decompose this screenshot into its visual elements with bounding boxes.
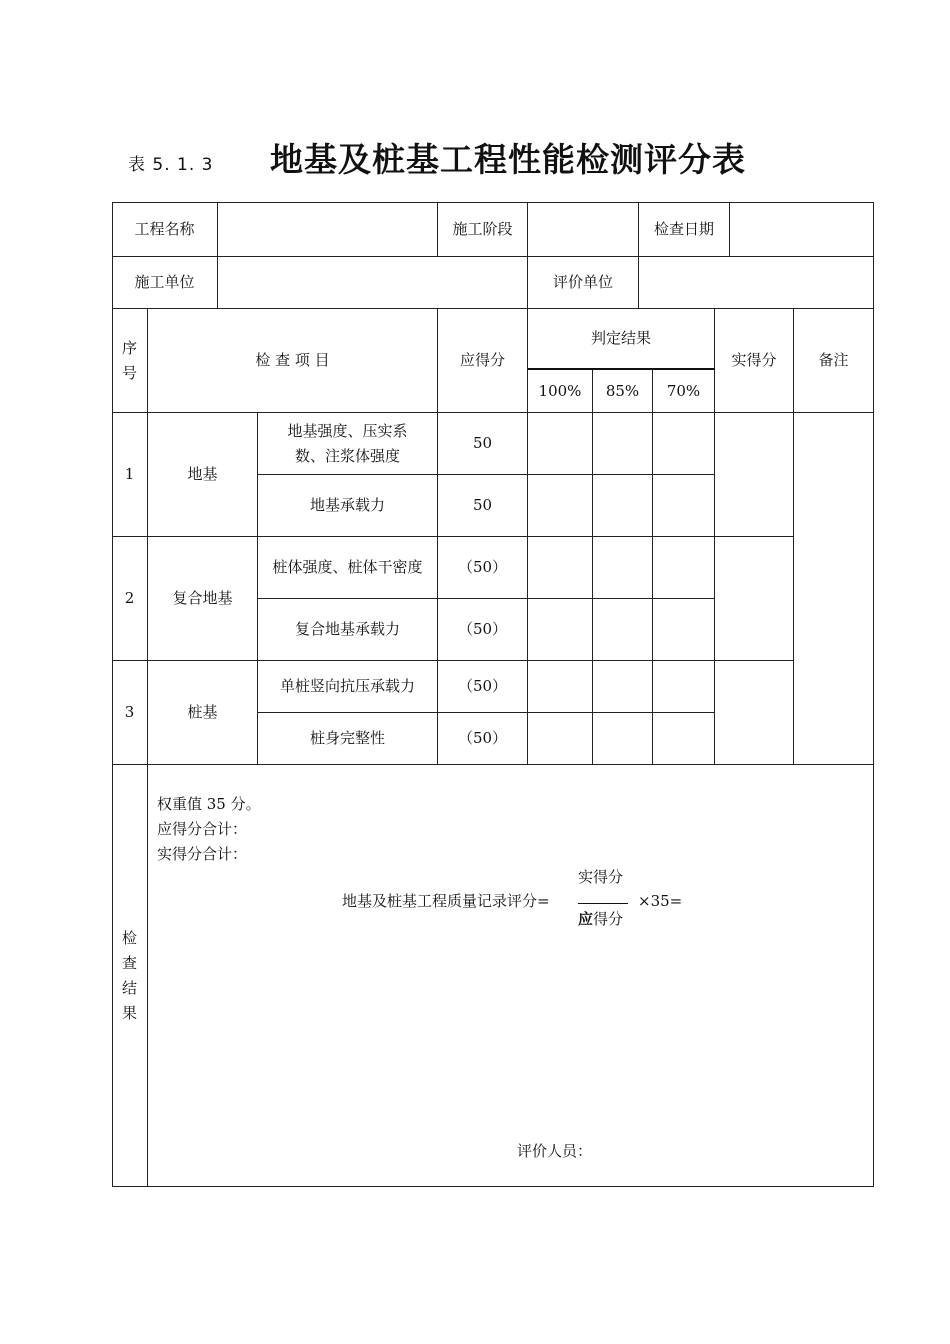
table-number: 表 5. 1. 3 — [128, 155, 214, 175]
col-100-header: 100% — [528, 370, 593, 413]
builder-field[interactable] — [218, 257, 528, 309]
group-name: 复合地基 — [148, 537, 258, 661]
col-judge-header: 判定结果 — [528, 309, 715, 370]
score-100-cell[interactable] — [528, 599, 593, 661]
score-85-cell[interactable] — [593, 713, 653, 765]
group-name: 桩基 — [148, 661, 258, 765]
col-note-header: 备注 — [794, 309, 874, 413]
col-85-header: 85% — [593, 370, 653, 413]
score-100-cell[interactable] — [528, 413, 593, 475]
actual-score-cell[interactable] — [715, 413, 794, 537]
due-score: （50） — [438, 537, 528, 599]
check-item: 地基承载力 — [258, 475, 438, 537]
group-number: 3 — [112, 661, 148, 765]
due-score: 50 — [438, 413, 528, 475]
stage-label: 施工阶段 — [438, 202, 528, 257]
col-due-header: 应得分 — [438, 309, 528, 413]
score-85-cell[interactable] — [593, 413, 653, 475]
check-item: 单桩竖向抗压承载力 — [258, 661, 438, 713]
note-cell[interactable] — [794, 413, 874, 765]
score-100-cell[interactable] — [528, 661, 593, 713]
score-70-cell[interactable] — [653, 537, 715, 599]
due-score: （50） — [438, 713, 528, 765]
actual-score-cell[interactable] — [715, 661, 794, 765]
group-number: 1 — [112, 413, 148, 537]
formula-label: 地基及桩基工程质量记录评分= — [342, 892, 550, 910]
result-summary — [157, 792, 261, 867]
due-score: 50 — [438, 475, 528, 537]
score-85-cell[interactable] — [593, 475, 653, 537]
score-70-cell[interactable] — [653, 413, 715, 475]
denominator-rest: 得分 — [593, 910, 624, 928]
score-85-cell[interactable] — [593, 599, 653, 661]
check-item: 桩体强度、桩体干密度 — [258, 537, 438, 599]
due-total-text: 应得分合计： — [157, 820, 248, 838]
check-item: 复合地基承载力 — [258, 599, 438, 661]
score-85-cell[interactable] — [593, 537, 653, 599]
score-70-cell[interactable] — [653, 713, 715, 765]
evaluator-unit-field[interactable] — [639, 257, 874, 309]
formula-denominator — [578, 908, 623, 929]
col-70-header: 70% — [653, 370, 715, 413]
formula-multiplier: ×35= — [638, 892, 683, 910]
score-100-cell[interactable] — [528, 475, 593, 537]
score-100-cell[interactable] — [528, 713, 593, 765]
denominator-bold: 应 — [578, 910, 594, 928]
check-item: 桩身完整性 — [258, 713, 438, 765]
actual-total-text: 实得分合计： — [157, 845, 248, 863]
weight-text: 权重值 35 分。 — [157, 795, 261, 813]
formula-numerator: 实得分 — [578, 868, 624, 886]
builder-label: 施工单位 — [112, 257, 218, 309]
score-table — [112, 202, 874, 1187]
due-score: （50） — [438, 661, 528, 713]
project-name-label: 工程名称 — [112, 202, 218, 257]
due-score: （50） — [438, 599, 528, 661]
evaluator-label: 评价人员： — [517, 1142, 593, 1160]
score-70-cell[interactable] — [653, 661, 715, 713]
group-name: 地基 — [148, 413, 258, 537]
project-name-field[interactable] — [218, 202, 438, 257]
score-70-cell[interactable] — [653, 475, 715, 537]
score-70-cell[interactable] — [653, 599, 715, 661]
fraction-bar — [578, 903, 628, 904]
score-100-cell[interactable] — [528, 537, 593, 599]
group-number: 2 — [112, 537, 148, 661]
evaluator-unit-label: 评价单位 — [528, 257, 639, 309]
stage-field[interactable] — [528, 202, 639, 257]
document-title: 地基及桩基工程性能检测评分表 — [270, 140, 746, 179]
date-field[interactable] — [730, 202, 874, 257]
check-item: 地基强度、压实系数、注浆体强度 — [258, 413, 438, 475]
col-seq-header — [112, 309, 148, 413]
score-85-cell[interactable] — [593, 661, 653, 713]
result-label-cell — [112, 765, 148, 1187]
actual-score-cell[interactable] — [715, 537, 794, 661]
col-item-header: 检 查 项 目 — [148, 309, 438, 413]
col-actual-header: 实得分 — [715, 309, 794, 413]
col-seq-text: 序号 — [121, 338, 137, 382]
date-label: 检查日期 — [639, 202, 730, 257]
result-label: 检查结果 — [121, 928, 137, 1022]
